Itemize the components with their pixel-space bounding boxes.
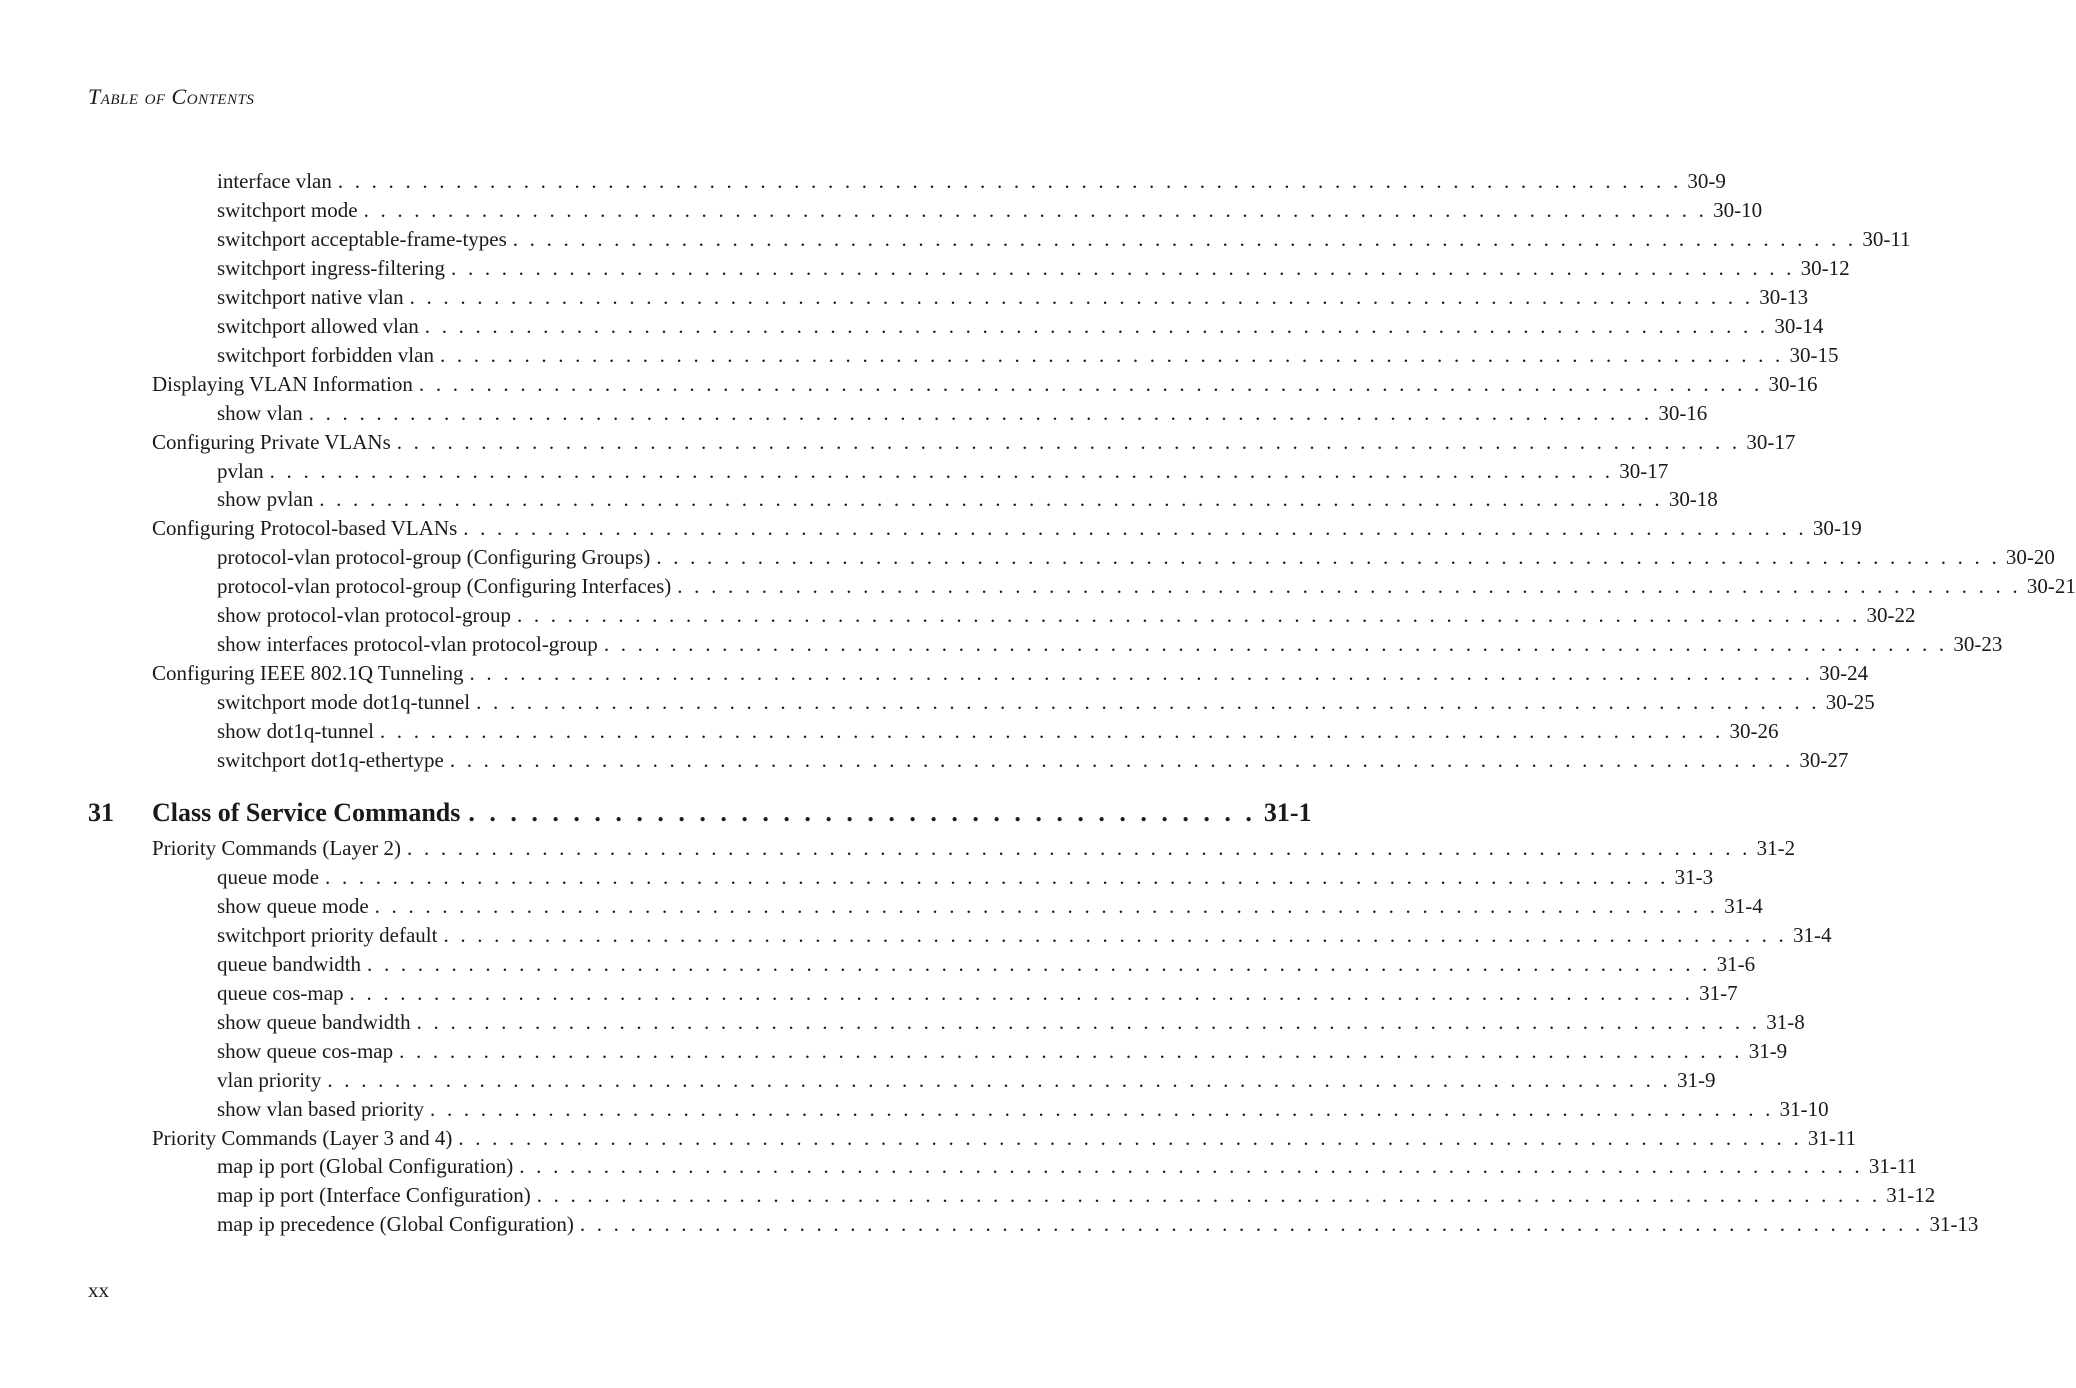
toc-entry-label: show vlan: [217, 400, 303, 425]
dot-leader: . . . . . . . . . . . . . . . . . . . . . . . . . . . . . . . . . . . . . . . . . . . . . . . . . . . . . . . . . . . . . . . . . . . . . . . . . . . . . . . .: [443, 922, 1788, 947]
dot-leader: . . . . . . . . . . . . . . . . . . . . . . . . . . . . . . . . . . . . . . . . . . . . . . . . . . . . . . . . . . . . . . . . . . . . . . . . . . . . . . . .: [579, 1212, 1924, 1237]
toc-entry-label: Configuring IEEE 802.1Q Tunneling: [152, 661, 464, 686]
dot-leader: . . . . . . . . . . . . . . . . . . . . . . . . . . . . . . . . . . . . . . . . . . . . . . . . . . . . . . . . . . . . . . . . . . . . . . . . . . . . . . . .: [449, 748, 1794, 772]
dot-leader: . . . . . . . . . . . . . . . . . . . . . . . . . . . . . . . . . . . . . . . . . . . . . . . . . . . . . . . . . . . . . . . . . . . . . . . . . . . . . . . .: [656, 545, 2000, 570]
toc-entry-label: Configuring Protocol-based VLANs: [152, 516, 458, 541]
dot-leader: . . . . . . . . . . . . . . . . . . . . . . . . . . . . . . . . . . . . . . . . . . . . . . . . . . . . . . . . . . . . . . . . . . . . . . . . . . . . . . . .: [374, 893, 1719, 918]
toc-entry-label: map ip port (Interface Configuration): [217, 1183, 531, 1208]
toc-entry-label: switchport mode dot1q-tunnel: [217, 690, 471, 715]
dot-leader: . . . . . . . . . . . . . . . . . . . . . . . . . . . . . . . . . . . . . . . . . . . . . . . . . . . . . . . . . . . . . . . . . . . . . . . . . . . . . . . .: [409, 284, 1754, 309]
toc-entry-label: Configuring Private VLANs: [152, 429, 391, 454]
toc-entry-label: show dot1q-tunnel: [217, 719, 374, 744]
chapter-number: 31: [88, 798, 114, 827]
toc-entry-label: switchport ingress-filtering: [217, 255, 446, 280]
dot-leader: . . . . . . . . . . . . . . . . . . . . . . . . . . . . . . . . . . . . . . . . . . . . . . . . . . . . . . . . . . . . . . . . . . . . . . . . . . . . . . . .: [327, 1067, 1671, 1092]
dot-leader: . . . . . . . . . . . . . . . . . . . . . . . . . . . . . . . . . . . . . . . . . . . . . . . . . . . . . . . . . . . . . . . . . . . . . . . . . . . . . . . .: [396, 429, 1741, 454]
dot-leader: . . . . . . . . . . . . . . . . . . . . . . . . . . . . . . . . . . . . . . . . . . . . . . . . . . . . . . . . . . . . . . . . . . . . . . . . . . . . . . . .: [451, 255, 1795, 280]
toc-entry-page: 31-12: [1886, 1183, 1936, 1208]
toc-entry-label: switchport native vlan: [217, 284, 404, 309]
dot-leader: . . . . . . . . . . . . . . . . . . . . . . . . . . . . . . . . . . . . . . . . . . . . . . . . . . . . . . . . . . . . . . . . . . . . . . . . . . . . . . . .: [424, 313, 1769, 338]
toc-entry[interactable]: [217, 1181, 1936, 1209]
toc-entry-label: show protocol-vlan protocol-group: [217, 603, 511, 628]
toc-entry-label: protocol-vlan protocol-group (Configuring Interfaces): [217, 574, 672, 599]
toc-entry-label: queue bandwidth: [217, 951, 362, 976]
toc-entry-label: show vlan based priority: [217, 1096, 425, 1121]
dot-leader: . . . . . . . . . . . . . . . . . . . . . . . . . . . . . . . . . . . . . . . . . . . . . . . . . . . . . . . . . . . . . . . . . . . . . . . . . . . . . . . .: [469, 661, 1814, 686]
toc-entry-page: 30-16: [1768, 371, 1818, 396]
toc-entry-label: switchport allowed vlan: [217, 313, 419, 338]
toc-entry-label: switchport acceptable-frame-types: [217, 226, 507, 251]
toc-entry[interactable]: [217, 979, 1738, 1007]
dot-leader: . . . . . . . . . . . . . . . . . . . . . . . . . . . . . . . . . . . . . . . . . . . . . . . . . . . . . . . . . . . . . . . . . . . . . . . . . . . . . . . .: [349, 980, 1694, 1005]
toc-entry-page: 30-11: [1862, 226, 1911, 251]
toc-entry-page: 31-9: [1748, 1038, 1788, 1063]
toc-entry-page: 30-13: [1759, 284, 1809, 309]
toc-entry-label: map ip precedence (Global Configuration): [217, 1212, 574, 1237]
dot-leader: . . . . . . . . . . . . . . . . . . . . . . . . . . . . . . . . . . . . . . . . . . . . . . . . . . . . . . . . . . . . . . . . . . . . . . . . . . . . . . . .: [463, 516, 1807, 541]
toc-entry-label: switchport dot1q-ethertype: [217, 748, 444, 772]
toc-entry-page: 31-10: [1779, 1096, 1829, 1121]
dot-leader: . . . . . . . . . . . . . . . . . . . . . . . . . . . . . . . . . . . . . . . . . . . . . . . . . . . . . . . . . . . . . . . . . . . . . . . . . . . . . . . .: [407, 836, 1751, 860]
toc-entry-page: 30-27: [1799, 748, 1849, 772]
dot-leader: . . . . . . . . . . . . . . . . . . . . . . . . . . . . . . . . . . . . . . . . . . . . . . . . . . . . . . . . . . . . . . . . . . . . . . . . . . . . . . . .: [519, 1154, 1863, 1179]
toc-entry[interactable]: [217, 1210, 1979, 1238]
dot-leader: . . . . . . . . . . . . . . . . . . . . . . . . . . . . . . . . . . . . . . . . . . . . . . . . . . . . . . . . . . . . . . . . . . . . . . . . . . . . . . . .: [439, 342, 1784, 367]
toc-entry-page: 31-4: [1724, 893, 1763, 918]
toc-entry-label: switchport priority default: [217, 922, 438, 947]
toc-entry-label: queue mode: [217, 864, 320, 889]
toc-entry-label: pvlan: [217, 458, 264, 483]
toc-entry-page: 30-20: [2005, 545, 2055, 570]
toc-entry[interactable]: [217, 921, 1832, 949]
toc-entry[interactable]: [217, 892, 1763, 920]
toc-entry-label: show pvlan: [217, 487, 314, 512]
toc-entry-page: 30-17: [1619, 458, 1669, 483]
toc-entry-page: 30-9: [1687, 169, 1726, 193]
toc-entry-page: 30-21: [2026, 574, 2076, 599]
toc-entry-label: Priority Commands (Layer 2): [152, 836, 402, 860]
toc-entry-page: 30-24: [1819, 661, 1869, 686]
page-number: xx: [88, 1278, 109, 1302]
toc-entry-page: 31-4: [1793, 922, 1832, 947]
chapter-page: 31-1: [1263, 798, 1312, 827]
toc-entry-page: 31-11: [1807, 1125, 1857, 1150]
toc-entry-page: 30-19: [1812, 516, 1862, 541]
toc-entry-page: 30-15: [1789, 342, 1839, 367]
dot-leader: . . . . . . . . . . . . . . . . . . . . . . . . . . . . . . . . . . . . . .: [468, 798, 1256, 827]
running-header: Table of Contents: [88, 84, 255, 109]
dot-leader: . . . . . . . . . . . . . . . . . . . . . . . . . . . . . . . . . . . . . . . . . . . . . . . . . . . . . . . . . . . . . . . . . . . . . . . . . . . . . . . .: [418, 371, 1763, 396]
toc-entry[interactable]: [217, 950, 1756, 978]
toc-entry[interactable]: [217, 1152, 1918, 1180]
dot-leader: . . . . . . . . . . . . . . . . . . . . . . . . . . . . . . . . . . . . . . . . . . . . . . . . . . . . . . . . . . . . . . . . . . . . . . . . . . . . . . . .: [319, 487, 1663, 512]
dot-leader: . . . . . . . . . . . . . . . . . . . . . . . . . . . . . . . . . . . . . . . . . . . . . . . . . . . . . . . . . . . . . . . . . . . . . . . . . . . . . . . .: [399, 1038, 1743, 1063]
dot-leader: . . . . . . . . . . . . . . . . . . . . . . . . . . . . . . . . . . . . . . . . . . . . . . . . . . . . . . . . . . . . . . . . . . . . . . . . . . . . . . . .: [337, 169, 1682, 193]
toc-entry-page: 30-14: [1774, 313, 1824, 338]
chapter-title: Class of Service Commands: [152, 798, 461, 827]
toc-entry-page: 31-9: [1676, 1067, 1716, 1092]
dot-leader: . . . . . . . . . . . . . . . . . . . . . . . . . . . . . . . . . . . . . . . . . . . . . . . . . . . . . . . . . . . . . . . . . . . . . . . . . . . . . . . .: [308, 400, 1653, 425]
toc-entry-page: 30-22: [1866, 603, 1916, 628]
dot-leader: . . . . . . . . . . . . . . . . . . . . . . . . . . . . . . . . . . . . . . . . . . . . . . . . . . . . . . . . . . . . . . . . . . . . . . . . . . . . . . . .: [430, 1096, 1774, 1121]
toc-entry-label: show queue cos-map: [217, 1038, 394, 1063]
toc-entry-page: 30-10: [1713, 197, 1763, 222]
toc-entry-page: 30-17: [1746, 429, 1796, 454]
toc-entry-label: vlan priority: [217, 1067, 322, 1092]
dot-leader: . . . . . . . . . . . . . . . . . . . . . . . . . . . . . . . . . . . . . . . . . . . . . . . . . . . . . . . . . . . . . . . . . . . . . . . . . . . . . . . .: [363, 197, 1708, 222]
toc-entry-label: map ip port (Global Configuration): [217, 1154, 514, 1179]
dot-leader: . . . . . . . . . . . . . . . . . . . . . . . . . . . . . . . . . . . . . . . . . . . . . . . . . . . . . . . . . . . . . . . . . . . . . . . . . . . . . . . .: [603, 632, 1948, 657]
toc-entry-label: show queue bandwidth: [217, 1009, 411, 1034]
dot-leader: . . . . . . . . . . . . . . . . . . . . . . . . . . . . . . . . . . . . . . . . . . . . . . . . . . . . . . . . . . . . . . . . . . . . . . . . . . . . . . . .: [677, 574, 2021, 599]
toc-entry-page: 31-13: [1929, 1212, 1979, 1237]
toc-entry[interactable]: [152, 1124, 1857, 1152]
toc-entry[interactable]: [217, 1066, 1716, 1094]
dot-leader: . . . . . . . . . . . . . . . . . . . . . . . . . . . . . . . . . . . . . . . . . . . . . . . . . . . . . . . . . . . . . . . . . . . . . . . . . . . . . . . .: [367, 951, 1711, 976]
toc-entry-page: 30-18: [1668, 487, 1718, 512]
toc-entry-label: Priority Commands (Layer 3 and 4): [152, 1125, 453, 1150]
toc-entry-label: queue cos-map: [217, 980, 344, 1005]
toc-entry-page: 30-23: [1953, 632, 2003, 657]
toc-entry-page: 30-12: [1800, 255, 1850, 280]
toc-entry-page: 31-8: [1766, 1009, 1805, 1034]
toc-entry-page: 31-6: [1716, 951, 1756, 976]
toc-entry-page: 30-25: [1825, 690, 1875, 715]
toc-entry-label: show interfaces protocol-vlan protocol-group: [217, 632, 598, 657]
toc-entry-page: 30-26: [1729, 719, 1779, 744]
toc-entry-label: Displaying VLAN Information: [152, 371, 413, 396]
dot-leader: . . . . . . . . . . . . . . . . . . . . . . . . . . . . . . . . . . . . . . . . . . . . . . . . . . . . . . . . . . . . . . . . . . . . . . . . . . . . . . . .: [516, 603, 1861, 628]
dot-leader: . . . . . . . . . . . . . . . . . . . . . . . . . . . . . . . . . . . . . . . . . . . . . . . . . . . . . . . . . . . . . . . . . . . . . . . . . . . . . . . .: [325, 864, 1669, 889]
dot-leader: . . . . . . . . . . . . . . . . . . . . . . . . . . . . . . . . . . . . . . . . . . . . . . . . . . . . . . . . . . . . . . . . . . . . . . . . . . . . . . . .: [416, 1009, 1761, 1034]
toc-entry-page: 31-11: [1868, 1154, 1918, 1179]
toc-entry-page: 31-7: [1699, 980, 1738, 1005]
toc-entry[interactable]: [217, 1095, 1829, 1123]
toc-entry[interactable]: [152, 834, 1796, 862]
dot-leader: . . . . . . . . . . . . . . . . . . . . . . . . . . . . . . . . . . . . . . . . . . . . . . . . . . . . . . . . . . . . . . . . . . . . . . . . . . . . . . . .: [269, 458, 1614, 483]
toc-entry-label: switchport forbidden vlan: [217, 342, 434, 367]
dot-leader: . . . . . . . . . . . . . . . . . . . . . . . . . . . . . . . . . . . . . . . . . . . . . . . . . . . . . . . . . . . . . . . . . . . . . . . . . . . . . . . .: [512, 226, 1857, 251]
toc-entry[interactable]: [217, 1008, 1805, 1036]
toc-entry-label: protocol-vlan protocol-group (Configuring Groups): [217, 545, 651, 570]
toc-entry-page: 31-2: [1756, 836, 1796, 860]
toc-entry-page: 31-3: [1674, 864, 1714, 889]
dot-leader: . . . . . . . . . . . . . . . . . . . . . . . . . . . . . . . . . . . . . . . . . . . . . . . . . . . . . . . . . . . . . . . . . . . . . . . . . . . . . . . .: [458, 1125, 1802, 1150]
toc-entry-page: 30-16: [1658, 400, 1708, 425]
toc-entry-label: interface vlan: [217, 169, 332, 193]
toc-entry[interactable]: [217, 1037, 1788, 1065]
dot-leader: . . . . . . . . . . . . . . . . . . . . . . . . . . . . . . . . . . . . . . . . . . . . . . . . . . . . . . . . . . . . . . . . . . . . . . . . . . . . . . . .: [476, 690, 1820, 715]
dot-leader: . . . . . . . . . . . . . . . . . . . . . . . . . . . . . . . . . . . . . . . . . . . . . . . . . . . . . . . . . . . . . . . . . . . . . . . . . . . . . . . .: [536, 1183, 1881, 1208]
toc-entry[interactable]: [217, 863, 1714, 891]
toc-entry-label: switchport mode: [217, 197, 358, 222]
dot-leader: . . . . . . . . . . . . . . . . . . . . . . . . . . . . . . . . . . . . . . . . . . . . . . . . . . . . . . . . . . . . . . . . . . . . . . . . . . . . . . . .: [379, 719, 1724, 744]
toc-entry-label: show queue mode: [217, 893, 369, 918]
